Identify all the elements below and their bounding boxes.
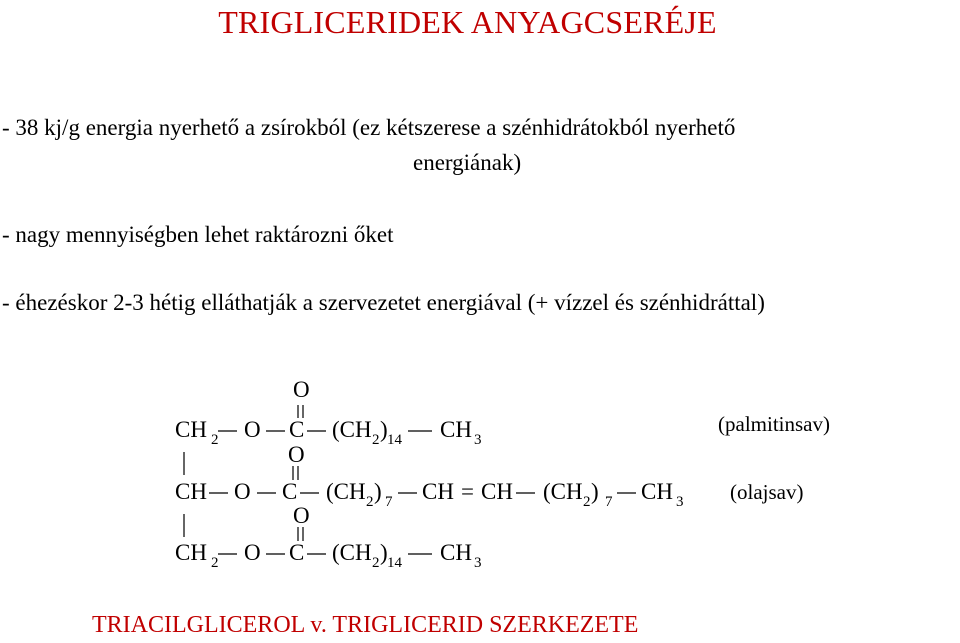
ch2-top-subscript: 2 bbox=[211, 432, 219, 448]
oxygen-3: O bbox=[293, 503, 310, 528]
chain-3-sub2: 2 bbox=[372, 555, 380, 571]
chain-2b-open: (CH bbox=[543, 479, 583, 504]
ch3-3-subscript: 3 bbox=[474, 555, 482, 571]
chain-2a-sub2: 2 bbox=[366, 494, 374, 510]
chain-3-open: (CH bbox=[332, 540, 372, 565]
ester-oxygen-1: O bbox=[244, 417, 261, 442]
carbon-1: C bbox=[289, 417, 305, 442]
chain-2a-close: ) bbox=[374, 479, 382, 504]
bullet-starvation: - éhezéskor 2-3 hétig elláthatják a szervezetet energiával (+ vízzel és szénhidráttal) bbox=[2, 290, 765, 315]
ch3-1-subscript: 3 bbox=[474, 432, 482, 448]
chain-1-sub14: 14 bbox=[387, 432, 402, 448]
chain-3-close: ) bbox=[380, 540, 388, 565]
chain-2a-open: (CH bbox=[326, 479, 366, 504]
chain-2b-close: ) bbox=[591, 479, 599, 504]
chain-2b-sub7: 7 bbox=[605, 494, 613, 510]
bullet-storage: - nagy mennyiségben lehet raktározni őket bbox=[2, 222, 394, 247]
ch3-2: CH bbox=[641, 479, 673, 504]
ch3-3: CH bbox=[440, 540, 472, 565]
chain-1-sub2: 2 bbox=[372, 432, 380, 448]
ch-alkene-2: CH bbox=[481, 479, 513, 504]
ch-middle: CH bbox=[175, 479, 207, 504]
ch3-2-subscript: 3 bbox=[676, 494, 684, 510]
chain-1-open: (CH bbox=[332, 417, 372, 442]
oxygen-2: O bbox=[288, 442, 305, 467]
slide-title: TRIGLICERIDEK ANYAGCSERÉJE bbox=[218, 4, 717, 40]
ch3-1: CH bbox=[440, 417, 472, 442]
chain-2a-sub7: 7 bbox=[385, 494, 393, 510]
ch2-top: CH bbox=[175, 417, 207, 442]
chain-1-close: ) bbox=[380, 417, 388, 442]
chain-3-sub14: 14 bbox=[387, 555, 402, 571]
ester-oxygen-2: O bbox=[234, 479, 251, 504]
double-bond: = bbox=[461, 479, 474, 504]
bullet-energy-yield: - 38 kj/g energia nyerhető a zsírokból (ez kétszerese a szénhidrátokból nyerhető bbox=[2, 115, 736, 140]
oxygen-1: O bbox=[293, 377, 310, 402]
ch-alkene-1: CH bbox=[422, 479, 454, 504]
ch2-bottom: CH bbox=[175, 540, 207, 565]
chain-2b-sub2: 2 bbox=[583, 494, 591, 510]
bullet-energy-yield-continuation: energiának) bbox=[413, 150, 522, 175]
ester-oxygen-3: O bbox=[244, 540, 261, 565]
carbon-2: C bbox=[282, 479, 298, 504]
carbon-3: C bbox=[289, 540, 305, 565]
ch2-bottom-subscript: 2 bbox=[211, 555, 219, 571]
label-oleic-acid: (olajsav) bbox=[730, 480, 804, 504]
structure-caption: TRIACILGLICEROL v. TRIGLICERID SZERKEZETE bbox=[92, 612, 639, 638]
label-palmitic-acid: (palmitinsav) bbox=[718, 412, 830, 436]
